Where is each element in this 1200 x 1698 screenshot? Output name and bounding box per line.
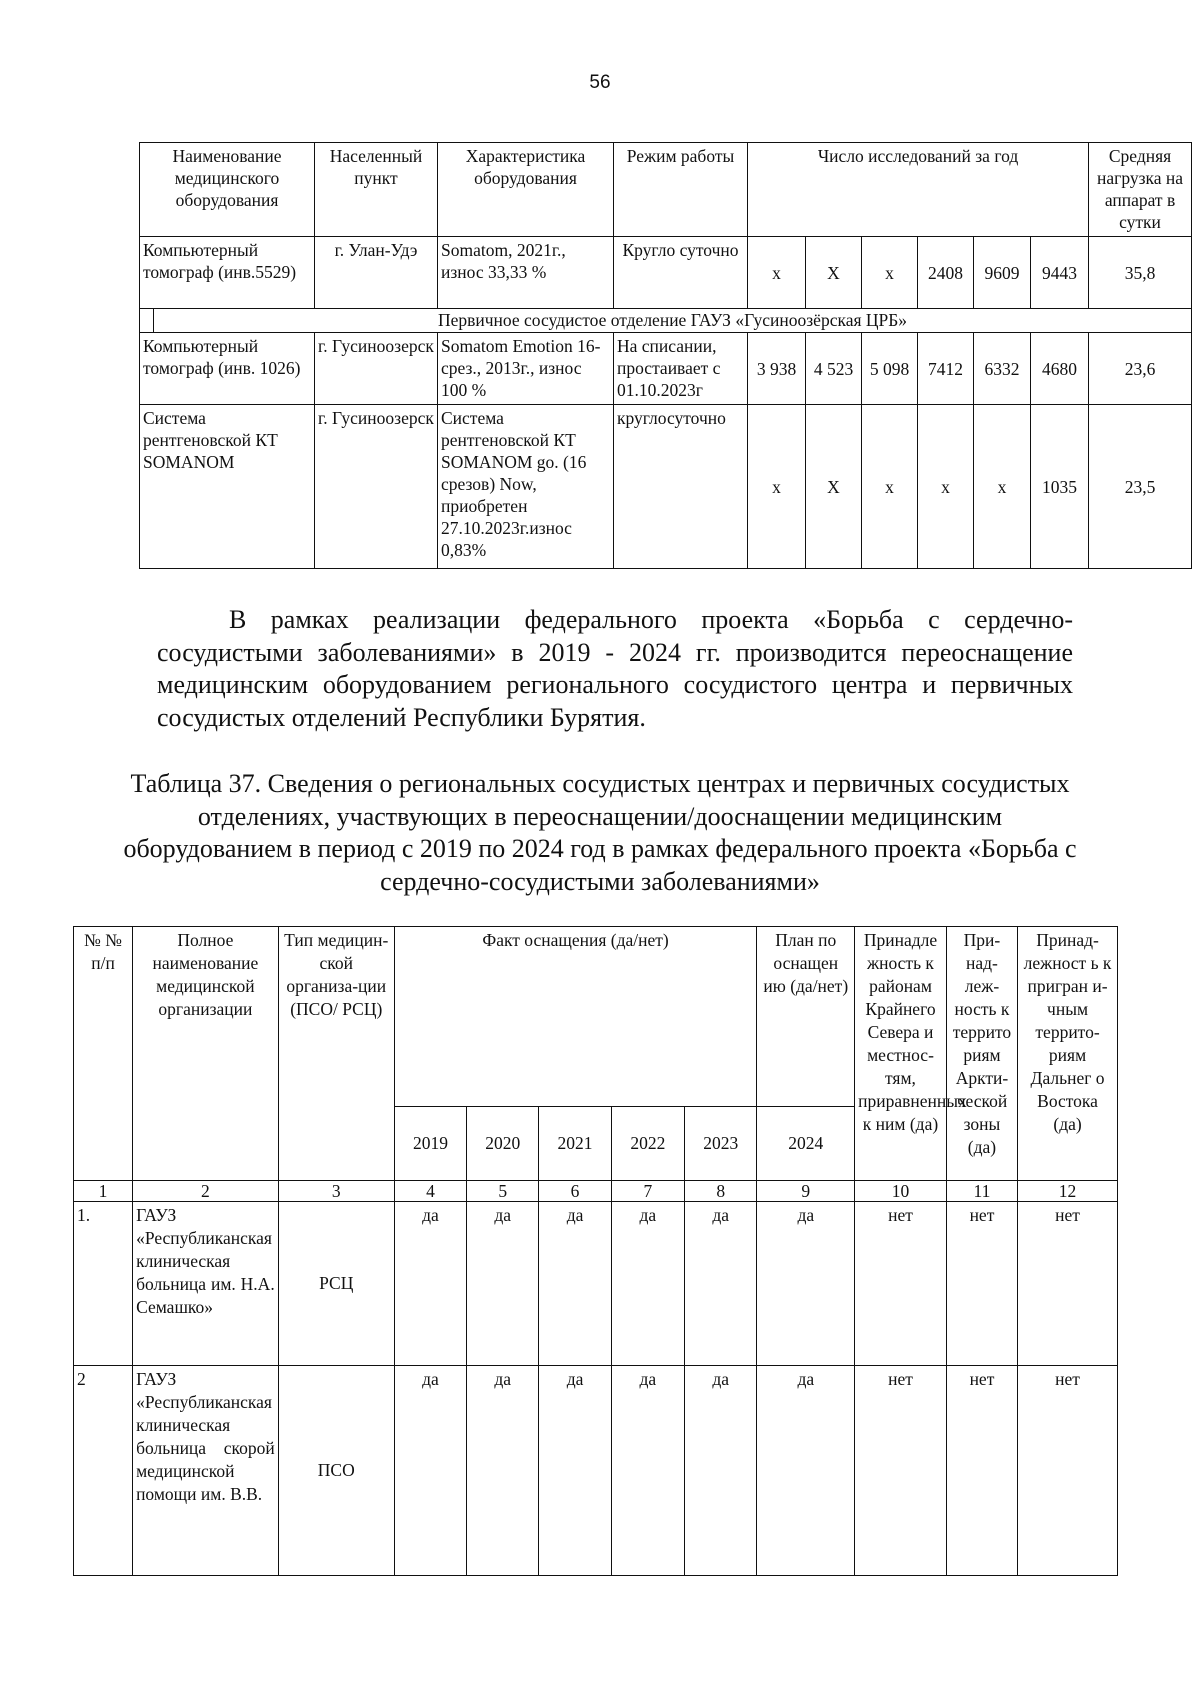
page-number: 56 — [589, 72, 611, 93]
cell-mode: Кругло суточно — [614, 237, 748, 309]
table-row — [74, 1366, 1118, 1576]
header-name: Наименование медицинского оборудования — [140, 143, 315, 237]
section-title: Первичное сосудистое отделение ГАУЗ «Гусиноозёрская ЦРБ» — [154, 309, 1192, 333]
cell-value: 7412 — [918, 333, 974, 405]
header-plan-year: 2024 — [757, 1107, 855, 1181]
cell-value: 4 523 — [806, 333, 862, 405]
cell-num: 2 — [74, 1366, 133, 1576]
cell-value: 2408 — [918, 237, 974, 309]
cell-name: Система рентгеновской КТ SOMANOM — [140, 405, 315, 569]
header-fact: Факт оснащения (да/нет) — [394, 927, 757, 1107]
cell-value: х — [748, 237, 806, 309]
table-header-row — [140, 143, 1192, 237]
section-row — [140, 309, 1192, 333]
table-row — [74, 1202, 1118, 1366]
header-locality: Населенный пункт — [315, 143, 438, 237]
cell-value: х — [748, 405, 806, 569]
column-number: 12 — [1018, 1181, 1118, 1202]
cell-org-name: ГАУЗ «Республиканская клиническая больница им. Н.А. Семашко» — [133, 1202, 279, 1366]
cell-value: да — [685, 1366, 757, 1576]
header-num: № № п/п — [74, 927, 133, 1181]
cell-value: да — [467, 1366, 539, 1576]
table-row — [140, 405, 1192, 569]
column-number: 8 — [685, 1181, 757, 1202]
cell-characteristics: Somatom, 2021г., износ 33,33 % — [438, 237, 614, 309]
header-mode: Режим работы — [614, 143, 748, 237]
cell-value: нет — [946, 1202, 1017, 1366]
cell-value: да — [757, 1366, 855, 1576]
cell-value: х — [974, 405, 1031, 569]
cell-value: нет — [1018, 1202, 1118, 1366]
header-year: 2019 — [394, 1107, 466, 1181]
column-number: 10 — [855, 1181, 947, 1202]
cell-name: Компьютерный томограф (инв.5529) — [140, 237, 315, 309]
cell-value: х — [918, 405, 974, 569]
table-row — [140, 333, 1192, 405]
column-number: 11 — [946, 1181, 1017, 1202]
header-org-name: Полное наименование медицинской организации — [133, 927, 279, 1181]
cell-value: 5 098 — [862, 333, 918, 405]
cell-org-type: ПСО — [278, 1366, 394, 1576]
header-plan: План по оснащен ию (да/нет) — [757, 927, 855, 1107]
cell-value: нет — [946, 1366, 1017, 1576]
cell-mode: круглосуточно — [614, 405, 748, 569]
cell-value: да — [685, 1202, 757, 1366]
cell-characteristics: Somatom Emotion 16-срез., 2013г., износ 100 % — [438, 333, 614, 405]
cell-mode: На списании, простаивает с 01.10.2023г — [614, 333, 748, 405]
cell-num: 1. — [74, 1202, 133, 1366]
cell-value: 6332 — [974, 333, 1031, 405]
cell-value: да — [539, 1202, 611, 1366]
cell-value: да — [757, 1202, 855, 1366]
section-spacer — [140, 309, 154, 333]
header-north: Принадле жность к районам Крайнего Севера и местнос-тям, приравненных к ним (да) — [855, 927, 947, 1181]
cell-value: 4680 — [1031, 333, 1089, 405]
header-load: Средняя нагрузка на аппарат в сутки — [1089, 143, 1192, 237]
cell-value: 1035 — [1031, 405, 1089, 569]
cell-value: да — [539, 1366, 611, 1576]
column-number: 5 — [467, 1181, 539, 1202]
cell-value: нет — [1018, 1366, 1118, 1576]
column-number: 4 — [394, 1181, 466, 1202]
cell-value: нет — [855, 1202, 947, 1366]
table-header-row — [74, 927, 1118, 1107]
column-number: 3 — [278, 1181, 394, 1202]
equipment-table — [139, 142, 1192, 569]
cell-org-name: ГАУЗ «Республиканская клиническая больница скорой медицинской помощи им. В.В. — [133, 1366, 279, 1576]
cell-value: да — [394, 1202, 466, 1366]
header-year: 2022 — [611, 1107, 684, 1181]
table-caption: Таблица 37. Сведения о региональных сосудистых центрах и первичных сосудистых отделениях, участвующих в переоснащении/дооснащении медицинским оборудованием в период с 2019 по 2024 год в рамках федерального проекта «Борьба с сердечно-сосудистыми заболеваниями» — [123, 769, 1077, 896]
column-number: 9 — [757, 1181, 855, 1202]
cell-locality: г. Гусиноозерск — [315, 333, 438, 405]
header-fareast: Принад-лежност ь к пригран и-чным террито-риям Дальнег о Востока (да) — [1018, 927, 1118, 1181]
cell-value: да — [611, 1202, 684, 1366]
vascular-centers-table — [73, 926, 1118, 1576]
table-row — [140, 237, 1192, 309]
cell-value: х — [862, 405, 918, 569]
cell-locality: г. Гусиноозерск — [315, 405, 438, 569]
header-org-type: Тип медицин-ской организа-ции (ПСО/ РСЦ) — [278, 927, 394, 1181]
header-year: 2020 — [467, 1107, 539, 1181]
column-number: 7 — [611, 1181, 684, 1202]
column-number: 1 — [74, 1181, 133, 1202]
cell-value: 9443 — [1031, 237, 1089, 309]
cell-org-type: РСЦ — [278, 1202, 394, 1366]
cell-value: Х — [806, 405, 862, 569]
cell-name: Компьютерный томограф (инв. 1026) — [140, 333, 315, 405]
cell-value: х — [862, 237, 918, 309]
column-number: 2 — [133, 1181, 279, 1202]
column-number: 6 — [539, 1181, 611, 1202]
cell-characteristics: Система рентгеновской КТ SOMANOM go. (16 срезов) Now, приобретен 27.10.2023г.износ 0,83% — [438, 405, 614, 569]
cell-locality: г. Улан-Удэ — [315, 237, 438, 309]
cell-value: 3 938 — [748, 333, 806, 405]
cell-value: да — [467, 1202, 539, 1366]
cell-value: да — [394, 1366, 466, 1576]
header-year: 2021 — [539, 1107, 611, 1181]
cell-load: 35,8 — [1089, 237, 1192, 309]
cell-value: 9609 — [974, 237, 1031, 309]
header-arctic: При-над-леж-ность к террито риям Аркти-ческой зоны (да) — [946, 927, 1017, 1181]
cell-value: нет — [855, 1366, 947, 1576]
cell-value: Х — [806, 237, 862, 309]
header-characteristics: Характеристика оборудования — [438, 143, 614, 237]
header-year: 2023 — [685, 1107, 757, 1181]
cell-load: 23,6 — [1089, 333, 1192, 405]
body-paragraph: В рамках реализации федерального проекта «Борьба с сердечно-сосудистыми заболеваниями» в 2019 - 2024 гг. производится переоснащение медицинским оборудованием регионального сосудистого центра и первичных сосудистых отделений Республики Бурятия. — [157, 605, 1073, 732]
cell-load: 23,5 — [1089, 405, 1192, 569]
column-number-row — [74, 1181, 1118, 1202]
header-studies: Число исследований за год — [748, 143, 1089, 237]
cell-value: да — [611, 1366, 684, 1576]
